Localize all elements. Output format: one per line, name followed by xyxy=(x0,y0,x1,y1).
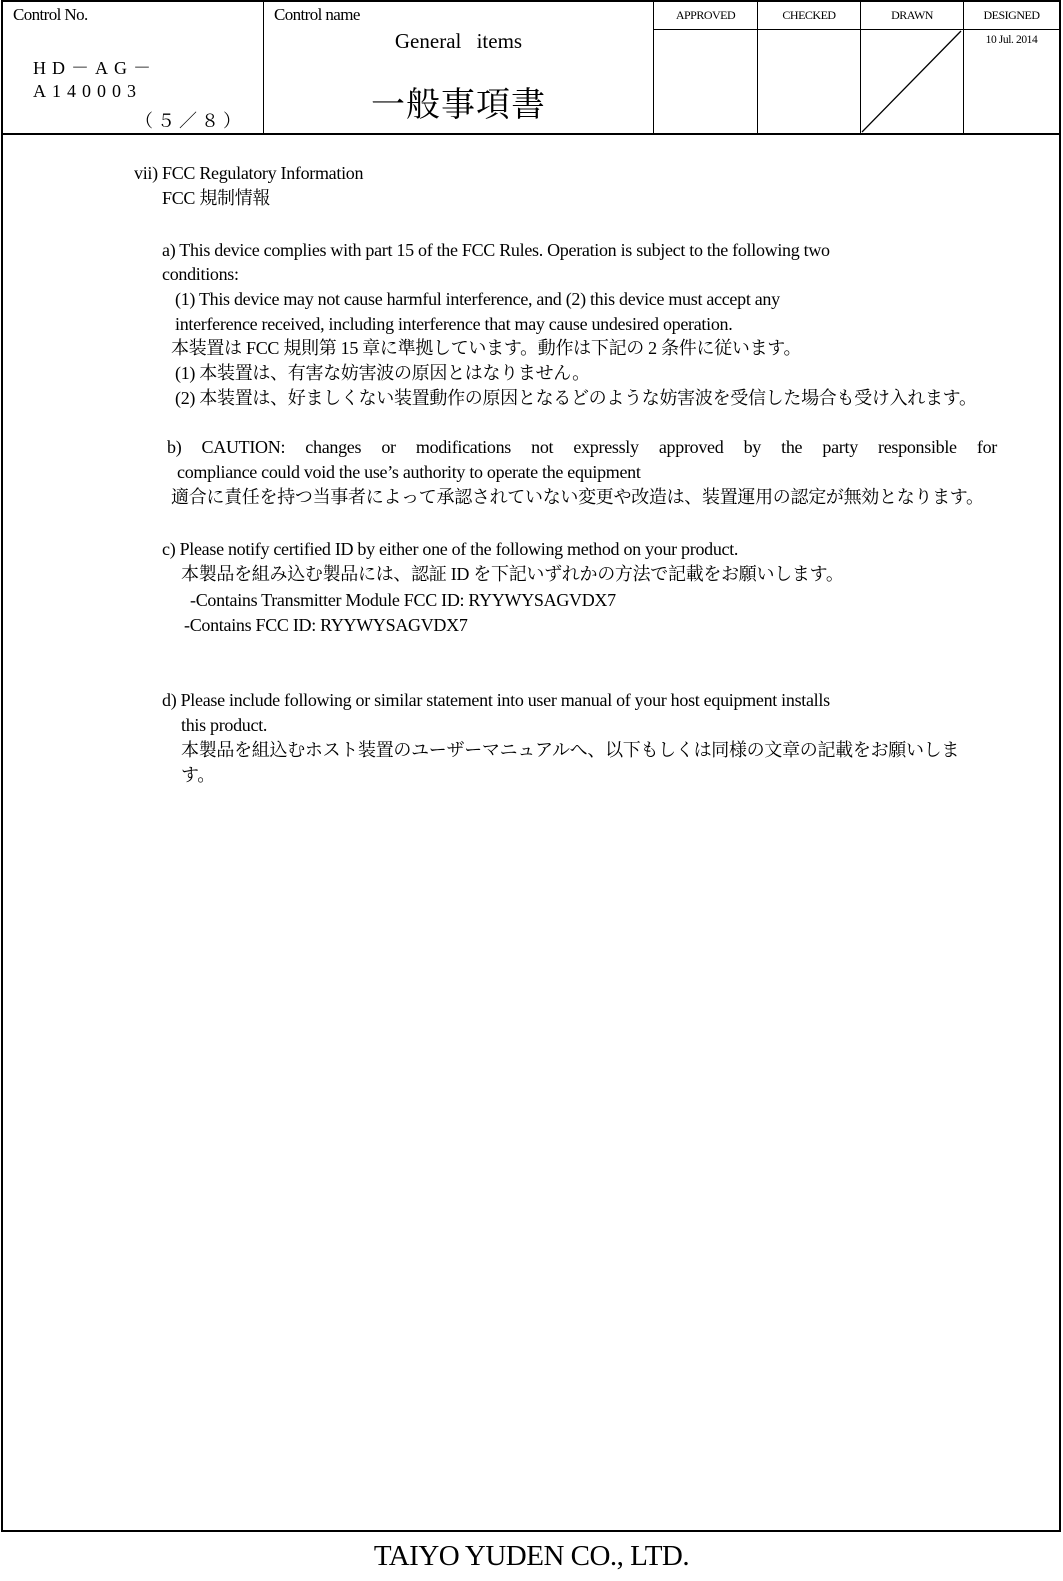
designed-label: DESIGNED xyxy=(964,2,1059,30)
control-no-value-line2: A140003 xyxy=(33,81,142,101)
control-no-value-line1: HD－AG－ xyxy=(33,58,157,78)
control-no-label: Control No. xyxy=(13,5,88,24)
section-title: vii) FCC Regulatory Information xyxy=(134,163,364,183)
document-title-jp: 一般事項書 xyxy=(371,87,546,124)
company-name-footer: TAIYO YUDEN CO., LTD. xyxy=(373,1540,690,1572)
section-title-jp: FCC 規制情報 xyxy=(162,188,271,208)
drawn-label: DRAWN xyxy=(861,2,963,30)
paragraph-b-line-1: b) CAUTION: changes or modifications not expressly approved by the party responsible for xyxy=(167,437,997,457)
drawn-empty-slash xyxy=(861,30,962,133)
designed-date: 10 Jul. 2014 xyxy=(985,34,1038,46)
approved-label: APPROVED xyxy=(654,2,757,30)
paragraph-c-line-3: -Contains FCC ID: RYYWYSAGVDX7 xyxy=(184,615,468,635)
paragraph-a-jp-3: (2) 本装置は、好ましくない装置動作の原因となるどのような妨害波を受信した場合も受け入れます。 xyxy=(175,388,977,408)
paragraph-c-jp-1: 本製品を組み込む製品には、認証 ID を下記いずれかの方法で記載をお願いします。 xyxy=(181,564,844,584)
title-block xyxy=(3,2,1059,135)
paragraph-a-jp-2: (1) 本装置は、有害な妨害波の原因とはなりません。 xyxy=(175,363,590,383)
paragraph-a-line-1: a) This device complies with part 15 of the FCC Rules. Operation is subject to the following two xyxy=(162,240,830,260)
document-title-en: General items xyxy=(394,29,523,53)
paragraph-c-line-1: c) Please notify certified ID by either one of the following method on your product. xyxy=(162,539,739,559)
paragraph-a-jp-1: 本装置は FCC 規則第 15 章に準拠しています。動作は下記の 2 条件に従います。 xyxy=(171,338,802,358)
paragraph-c-line-2: -Contains Transmitter Module FCC ID: RYYWYSAGVDX7 xyxy=(190,590,616,610)
paragraph-a-line-2: conditions: xyxy=(162,264,239,284)
drawn-cell xyxy=(861,2,964,133)
control-name-label: Control name xyxy=(274,5,360,24)
checked-label: CHECKED xyxy=(758,2,860,30)
control-no-cell xyxy=(3,2,264,133)
paragraph-a-line-4: interference received, including interference that may cause undesired operation. xyxy=(175,314,733,334)
paragraph-d-jp-2: す。 xyxy=(181,765,215,785)
paragraph-a-line-3: (1) This device may not cause harmful interference, and (2) this device must accept any xyxy=(175,289,780,309)
paragraph-d-jp-1: 本製品を組込むホスト装置のユーザーマニュアルへ、以下もしくは同様の文章の記載をお願いしま xyxy=(181,740,960,760)
paragraph-b-line-2: compliance could void the use’s authority to operate the equipment xyxy=(177,462,641,482)
designed-cell xyxy=(964,2,1059,133)
approved-cell xyxy=(654,2,758,133)
page-indicator: （５／８） xyxy=(135,111,245,131)
control-name-cell xyxy=(264,2,654,133)
checked-cell xyxy=(758,2,861,133)
paragraph-b-jp-1: 適合に責任を持つ当事者によって承認されていない変更や改造は、装置運用の認定が無効となります。 xyxy=(171,487,984,507)
document-frame xyxy=(1,0,1061,1532)
paragraph-d-line-1: d) Please include following or similar statement into user manual of your host equipment installs xyxy=(162,690,830,710)
paragraph-d-line-2: this product. xyxy=(181,715,268,735)
